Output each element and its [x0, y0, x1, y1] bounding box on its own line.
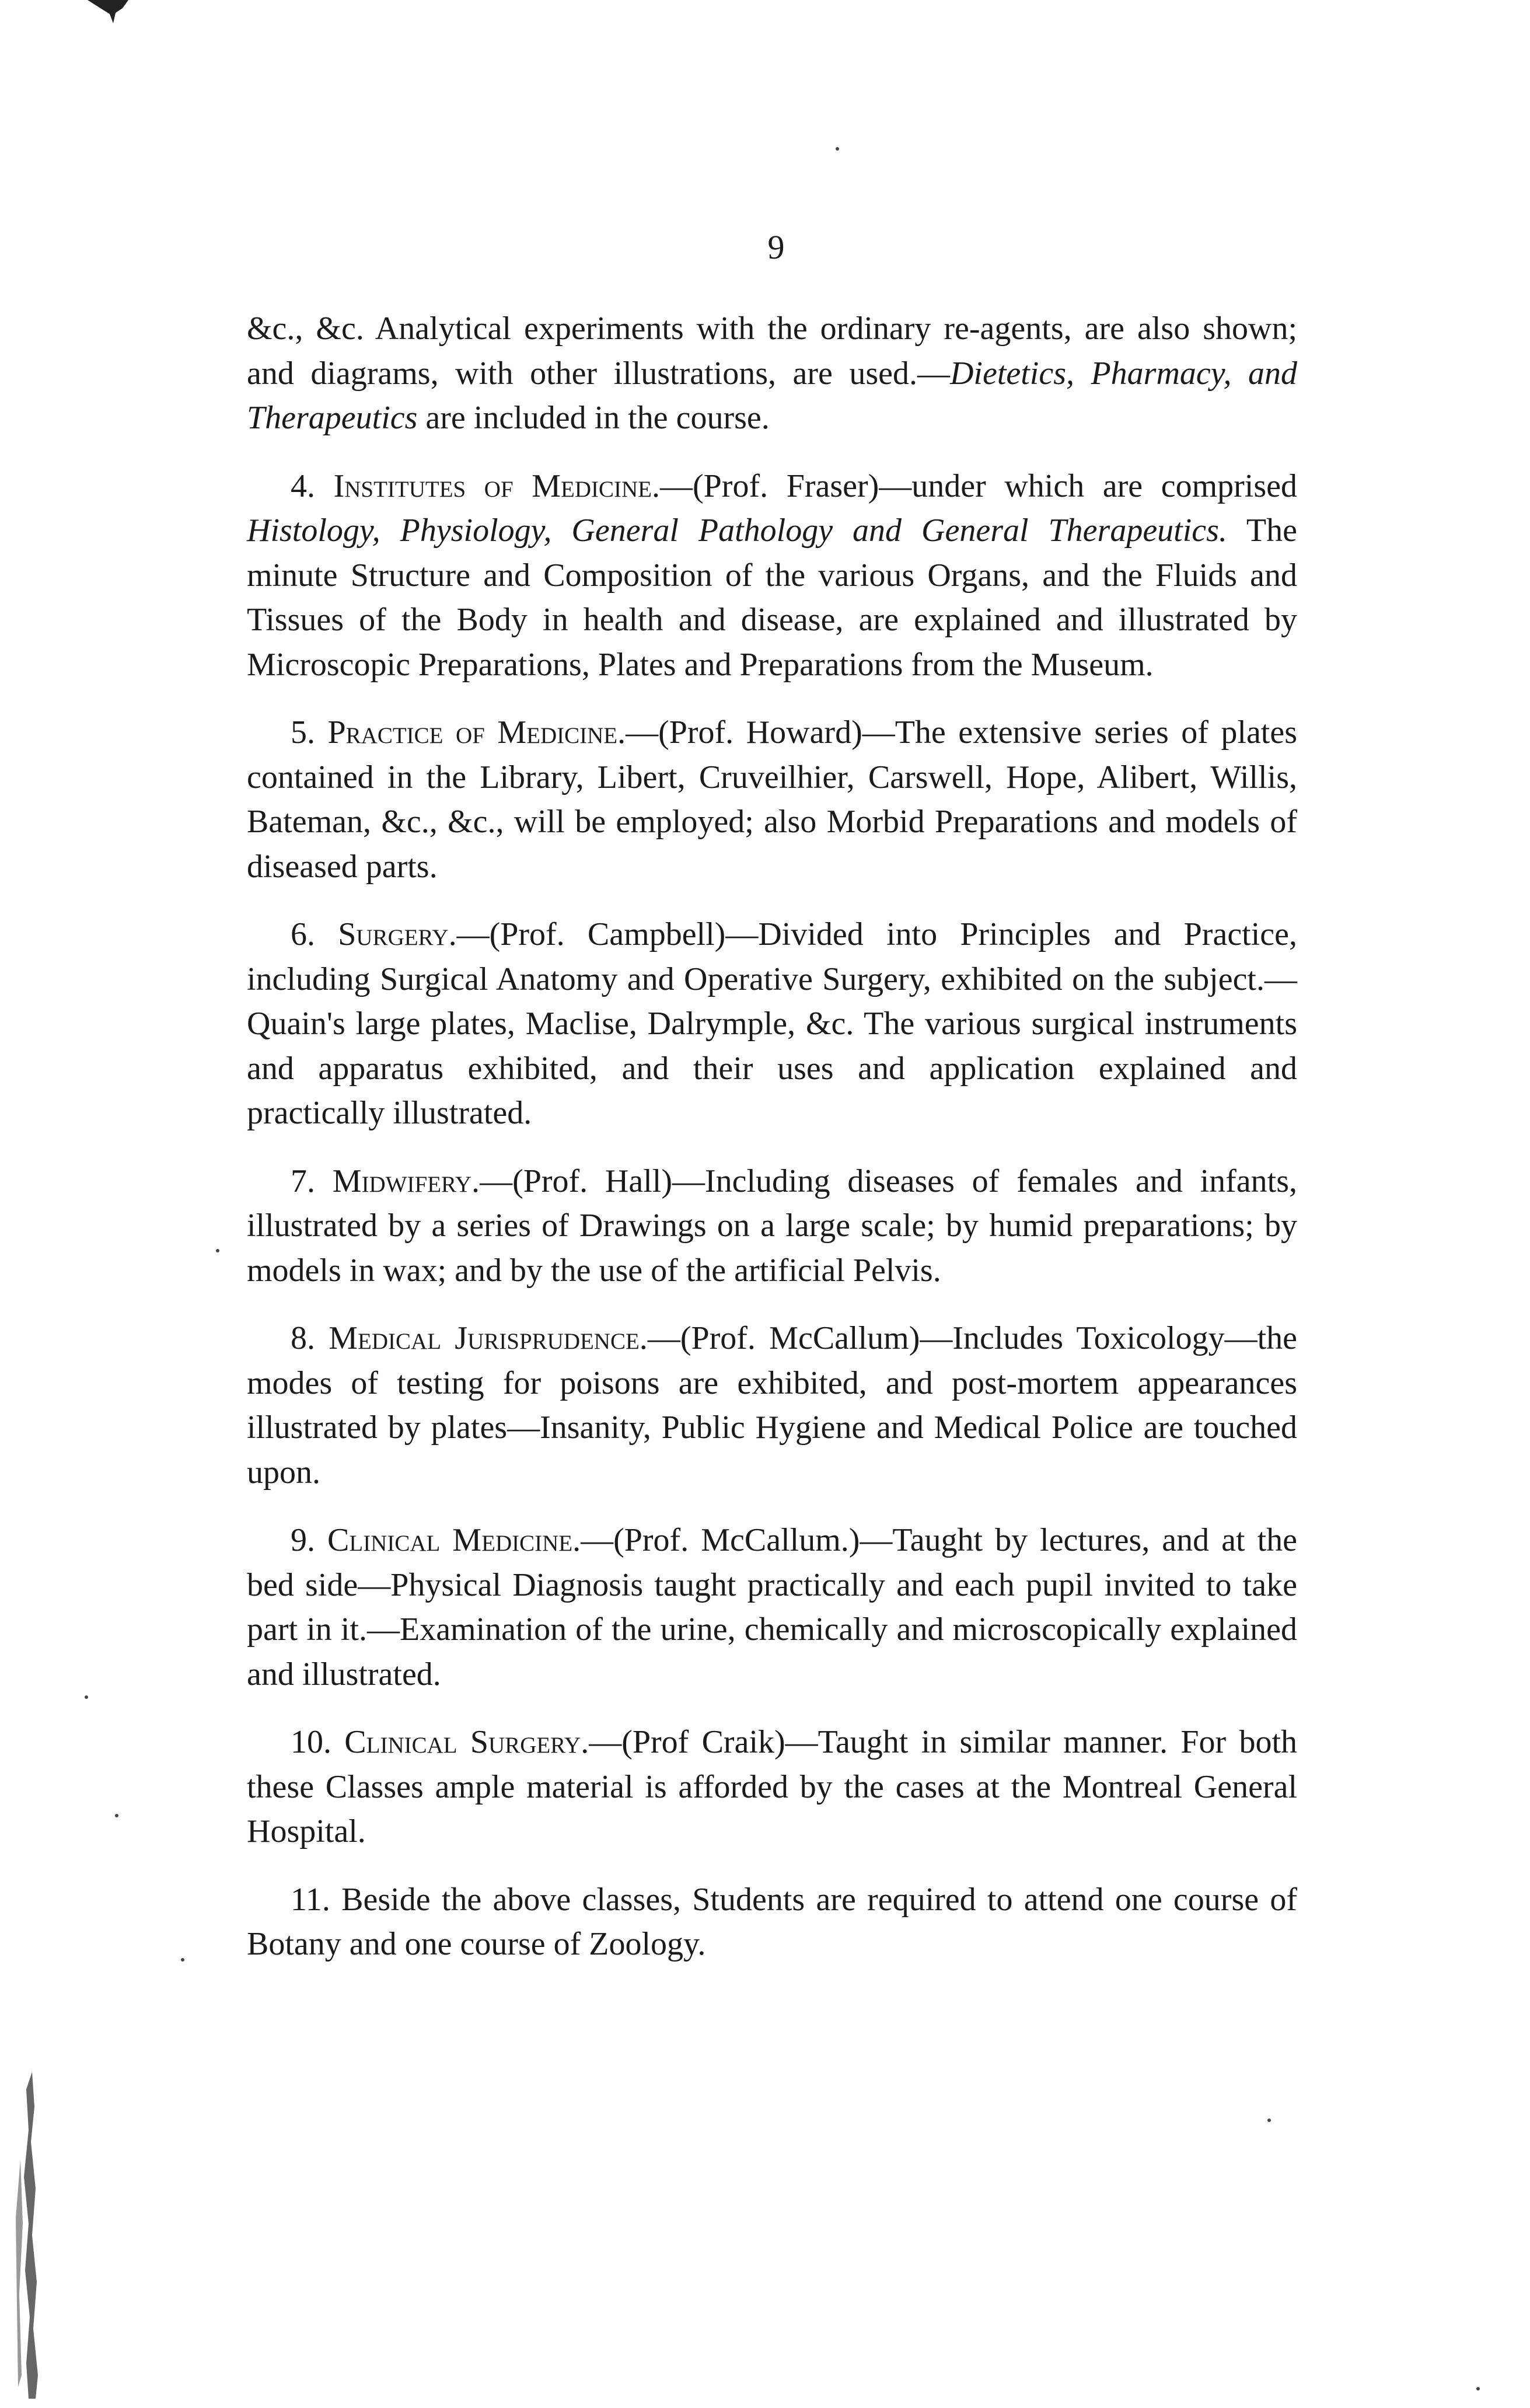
ink-speck — [216, 1249, 219, 1252]
paragraph-medical-jurisprudence: 8. Medical Jurisprudence.—(Prof. McCallum)—Includes Toxicology—the modes of testing for poisons are exhibited, and post-mortem appearances illustrated by plates—Insanity, Public Hygiene and Medical Police are touched upon. — [247, 1320, 1297, 1491]
page-number: 9 — [767, 228, 785, 266]
section-number: 7. — [291, 1163, 315, 1199]
section-number: 5. — [291, 714, 315, 751]
section-number: 9. — [291, 1522, 315, 1558]
section-number: 4. — [291, 467, 315, 504]
paragraph-surgery: 6. Surgery.—(Prof. Campbell)—Divided into Principles and Practice, including Surgical Anatomy and Operative Surgery, exhibited on the subject.—Quain's large plates, Maclise, Dalrymple, &c. The various surgical instruments and apparatus exhibited, and their uses and application explained and practically illustrated. — [247, 916, 1297, 1131]
section-heading: Midwifery. — [332, 1163, 480, 1199]
ink-speck — [836, 147, 839, 151]
paragraph-practice-of-medicine: 5. Practice of Medicine.—(Prof. Howard)—The extensive series of plates contained in the Library, Libert, Cruveilhier, Carswell, Hope, Alibert, Willis, Bateman, &c., &c., will be employed; also Morbid Preparations and models of diseased parts. — [247, 714, 1298, 885]
page-body — [247, 306, 1297, 1967]
paragraph-botany-zoology: 11. Beside the above classes, Students are required to attend one course of Botany and one course of Zoology. — [247, 1881, 1297, 1962]
binding-edge-mark — [15, 2072, 50, 2399]
section-number: 6. — [291, 916, 315, 952]
section-heading: Surgery. — [338, 916, 457, 952]
paragraph-continuation: &c., &c. Analytical experiments with the ordinary re-agents, are also shown; and diagrams, with other illustrations, are used.—Dietetics, Pharmacy, and Therapeutics are included in the course. — [247, 310, 1297, 436]
section-heading: Clinical Medicine. — [327, 1522, 581, 1558]
section-number: 10. — [291, 1724, 331, 1760]
paragraph-midwifery: 7. Midwifery.—(Prof. Hall)—Including diseases of females and infants, illustrated by a series of Drawings on a large scale; by humid preparations; by models in wax; and by the use of the artificial Pelvis. — [247, 1163, 1298, 1289]
section-heading: Practice of Medicine. — [327, 714, 626, 751]
section-heading: Institutes of Medicine. — [333, 467, 661, 504]
section-heading: Medical Jurisprudence. — [329, 1320, 648, 1356]
paragraph-clinical-surgery: 10. Clinical Surgery.—(Prof Craik)—Taught in similar manner. For both these Classes ample material is afforded by the cases at the Montreal General Hospital. — [247, 1724, 1298, 1849]
paragraph-clinical-medicine: 9. Clinical Medicine.—(Prof. McCallum.)—Taught by lectures, and at the bed side—Physical Diagnosis taught practically and each pupil invited to take part in it.—Examination of the urine, chemically and microscopically explained and illustrated. — [247, 1522, 1297, 1692]
section-heading: Clinical Surgery. — [344, 1724, 589, 1760]
ink-smudge-mark — [88, 0, 128, 29]
ink-speck — [1267, 2119, 1271, 2122]
ink-speck — [115, 1814, 118, 1817]
ink-speck — [1476, 2387, 1480, 2390]
paragraph-institutes-of-medicine: 4. Institutes of Medicine.—(Prof. Fraser)—under which are comprised Histology, Physiology, General Pathology and General Therapeutics. The minute Structure and Composition of the various Organs, and the Fluids and Tissues of the Body in health and disease, are explained and illustrated by Microscopic Preparations, Plates and Preparations from the Museum. — [247, 467, 1298, 683]
section-number: 8. — [291, 1320, 315, 1356]
ink-speck — [85, 1695, 88, 1699]
section-number: 11. — [291, 1881, 330, 1918]
ink-speck — [181, 1958, 184, 1962]
